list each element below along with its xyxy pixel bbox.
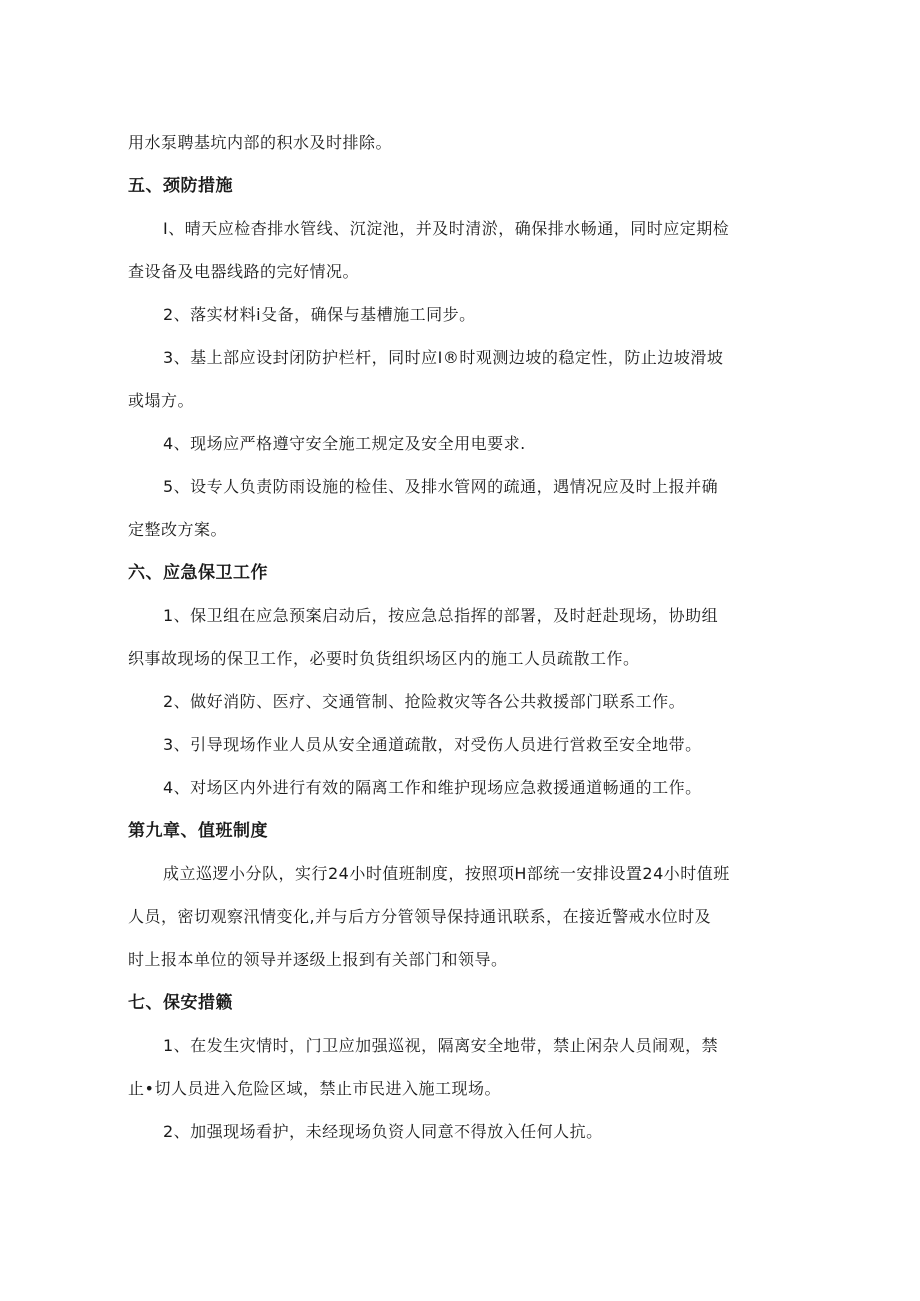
text-line: 4、对场区内外进行有效的隔离工作和维护现场应急救援通道畅通的工作。: [163, 778, 702, 797]
section-heading: 五、颈防措施: [128, 176, 233, 196]
text-line: 3、基上部应设封闭防护栏杆，同时应I®时观测边坡的稳定性，防止边坡滑坡: [163, 348, 724, 367]
text-line: 止•切人员进入危险区域，禁止市民进入施工现场。: [128, 1079, 501, 1098]
text-line: 织事故现场的保卫工作，必要时负货组织场区内的施工人员疏散工作。: [128, 649, 640, 668]
text-line: 1、保卫组在应急预案启动后，按应急总指挥的部署，及时赶赴现场，协助组: [163, 606, 719, 625]
chapter-heading: 第九章、值班制度: [128, 821, 268, 841]
text-line: 2、做好消防、医疗、交通管制、抢险救灾等各公共救援部门联系工作。: [163, 692, 686, 711]
text-line: 或塌方。: [128, 391, 195, 410]
text-line: 定整改方案。: [128, 520, 228, 539]
text-line: 4、现场应严格遵守安全施工规定及安全用电要求.: [163, 434, 526, 453]
text-line: 5、设专人负责防雨设施的检佳、及排水管网的疏通，遇情况应及时上报并确: [163, 477, 719, 496]
text-line: I、晴天应检杳排水管线、沉淀池，并及时清淤，确保排水畅通，同时应定期检: [163, 219, 730, 238]
text-line: 2、加强现场看护，未经现场负资人同意不得放入任何人抗。: [163, 1122, 603, 1141]
text-line: 用水泵聘基坑内部的积水及时排除。: [128, 133, 393, 152]
text-line: 时上报本单位的领导并逐级上报到有关部门和领导。: [128, 950, 508, 969]
text-line: 2、落实材料i殳备，确保与基槽施工同步。: [163, 305, 476, 324]
text-line: 人员，密切观察汛情变化,并与后方分管领导保持通讯联系，在接近警戒水位时及: [128, 907, 712, 926]
text-line: 1、在发生灾情时，门卫应加强巡视，隔离安全地带，禁止闲杂人员闹观，禁: [163, 1036, 719, 1055]
text-line: 查设备及电器线路的完好情况。: [128, 262, 360, 281]
text-line: 成立巡逻小分队，实行24小时值班制度，按照项H部统一安排设置24小时值班: [163, 864, 730, 883]
section-heading: 六、应急保卫工作: [128, 563, 268, 583]
section-heading: 七、保安措籁: [128, 993, 233, 1013]
text-line: 3、引导现场作业人员从安全通道疏散，对受伤人员进行営救至安全地带。: [163, 735, 702, 754]
